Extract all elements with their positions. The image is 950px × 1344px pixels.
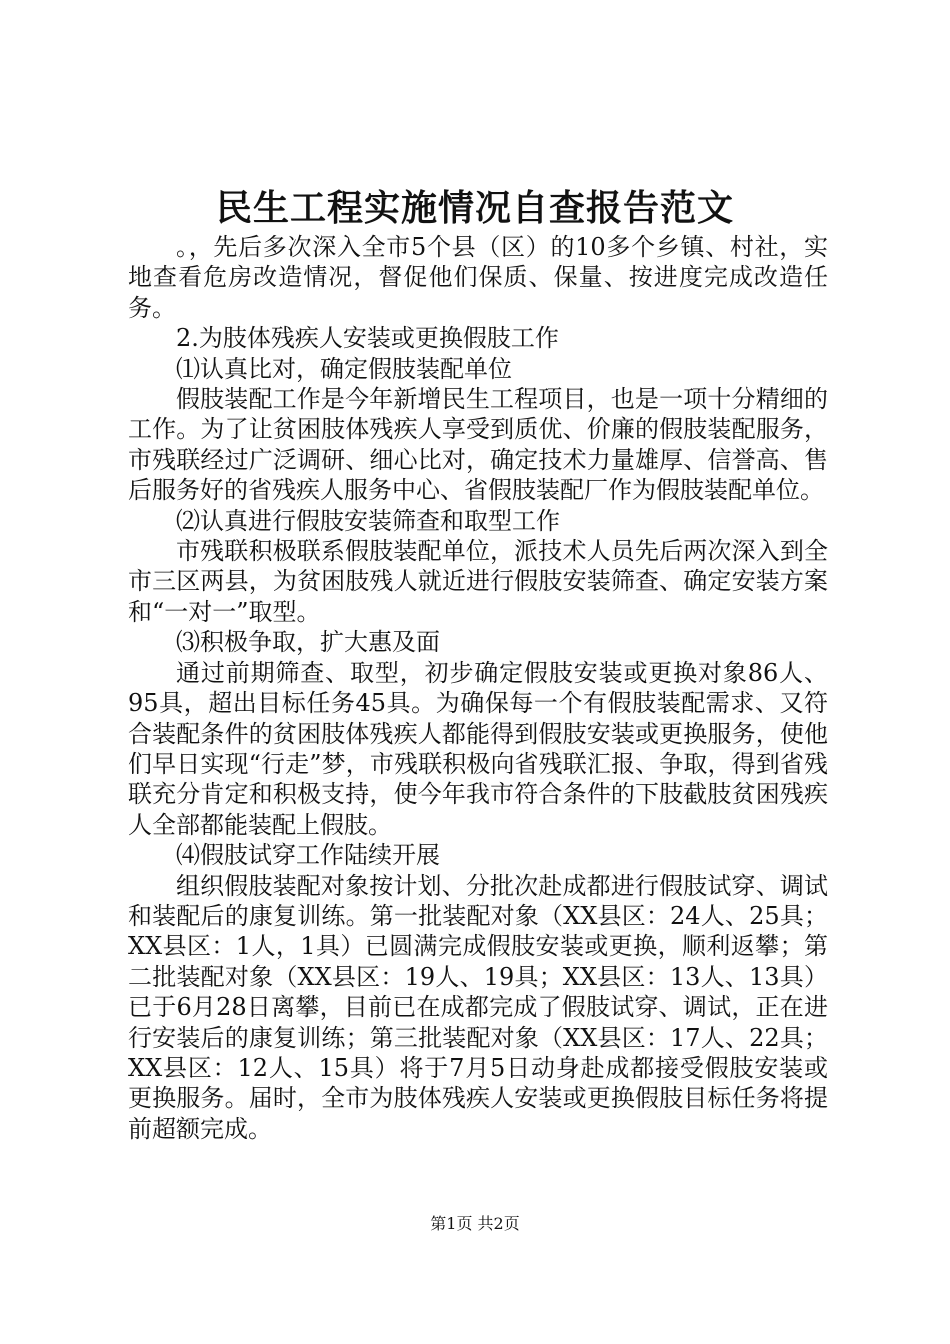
section-heading: 2.为肢体残疾人安装或更换假肢工作 [176, 324, 559, 353]
paragraph: 。，先后多次深入全市5个县（区）的10多个乡镇、村社，实地查看危房改造情况，督促他们保质、保量、按进度完成改造任务。 [128, 233, 828, 322]
paragraph: 通过前期筛查、取型，初步确定假肢安装或更换对象86人、95具，超出目标任务45具。为确保每一个有假肢装配需求、又符合装配条件的贫困肢体残疾人都能得到假肢安装或更换服务，使他们早日实现“行走”梦，市残联积极向省残联汇报、争取，得到省残联充分肯定和积极支持，使今年我市符合条件的下肢截肢贫困残疾人全部都能装配上假肢。 [128, 658, 828, 839]
paragraph: 组织假肢装配对象按计划、分批次赴成都进行假肢试穿、调试和装配后的康复训练。第一批装配对象（XX县区：24人、25具；XX县区：1人，1具）已圆满完成假肢安装或更换，顺利返攀；第二批装配对象（XX县区：19人、19具；XX县区：13人、13具）已于6月28日离攀，目前已在成都完成了假肢试穿、调试，正在进行安装后的康复训练；第三批装配对象（XX县区：17人、22具；XX县区：12人、15具）将于7月5日动身赴成都接受假肢安装或更换服务。届时，全市为肢体残疾人安装或更换假肢目标任务将提前超额完成。 [128, 871, 828, 1143]
page-number-footer: 第1页 共2页 [430, 1214, 520, 1233]
subsection-heading: ⑶积极争取，扩大惠及面 [176, 628, 440, 657]
subsection-heading: ⑴认真比对，确定假肢装配单位 [176, 354, 512, 383]
paragraph: 市残联积极联系假肢装配单位，派技术人员先后两次深入到全市三区两县，为贫困肢残人就近进行假肢安装筛查、确定安装方案和“一对一”取型。 [128, 537, 828, 626]
paragraph: 假肢装配工作是今年新增民生工程项目，也是一项十分精细的工作。为了让贫困肢体残疾人享受到质优、价廉的假肢装配服务，市残联经过广泛调研、细心比对，确定技术力量雄厚、信誉高、售后服务好的省残疾人服务中心、省假肢装配厂作为假肢装配单位。 [128, 385, 828, 505]
document-body [128, 232, 828, 1144]
subsection-heading: ⑵认真进行假肢安装筛查和取型工作 [176, 506, 560, 535]
subsection-heading: ⑷假肢试穿工作陆续开展 [176, 841, 440, 870]
document-title: 民生工程实施情况自查报告范文 [215, 187, 734, 229]
